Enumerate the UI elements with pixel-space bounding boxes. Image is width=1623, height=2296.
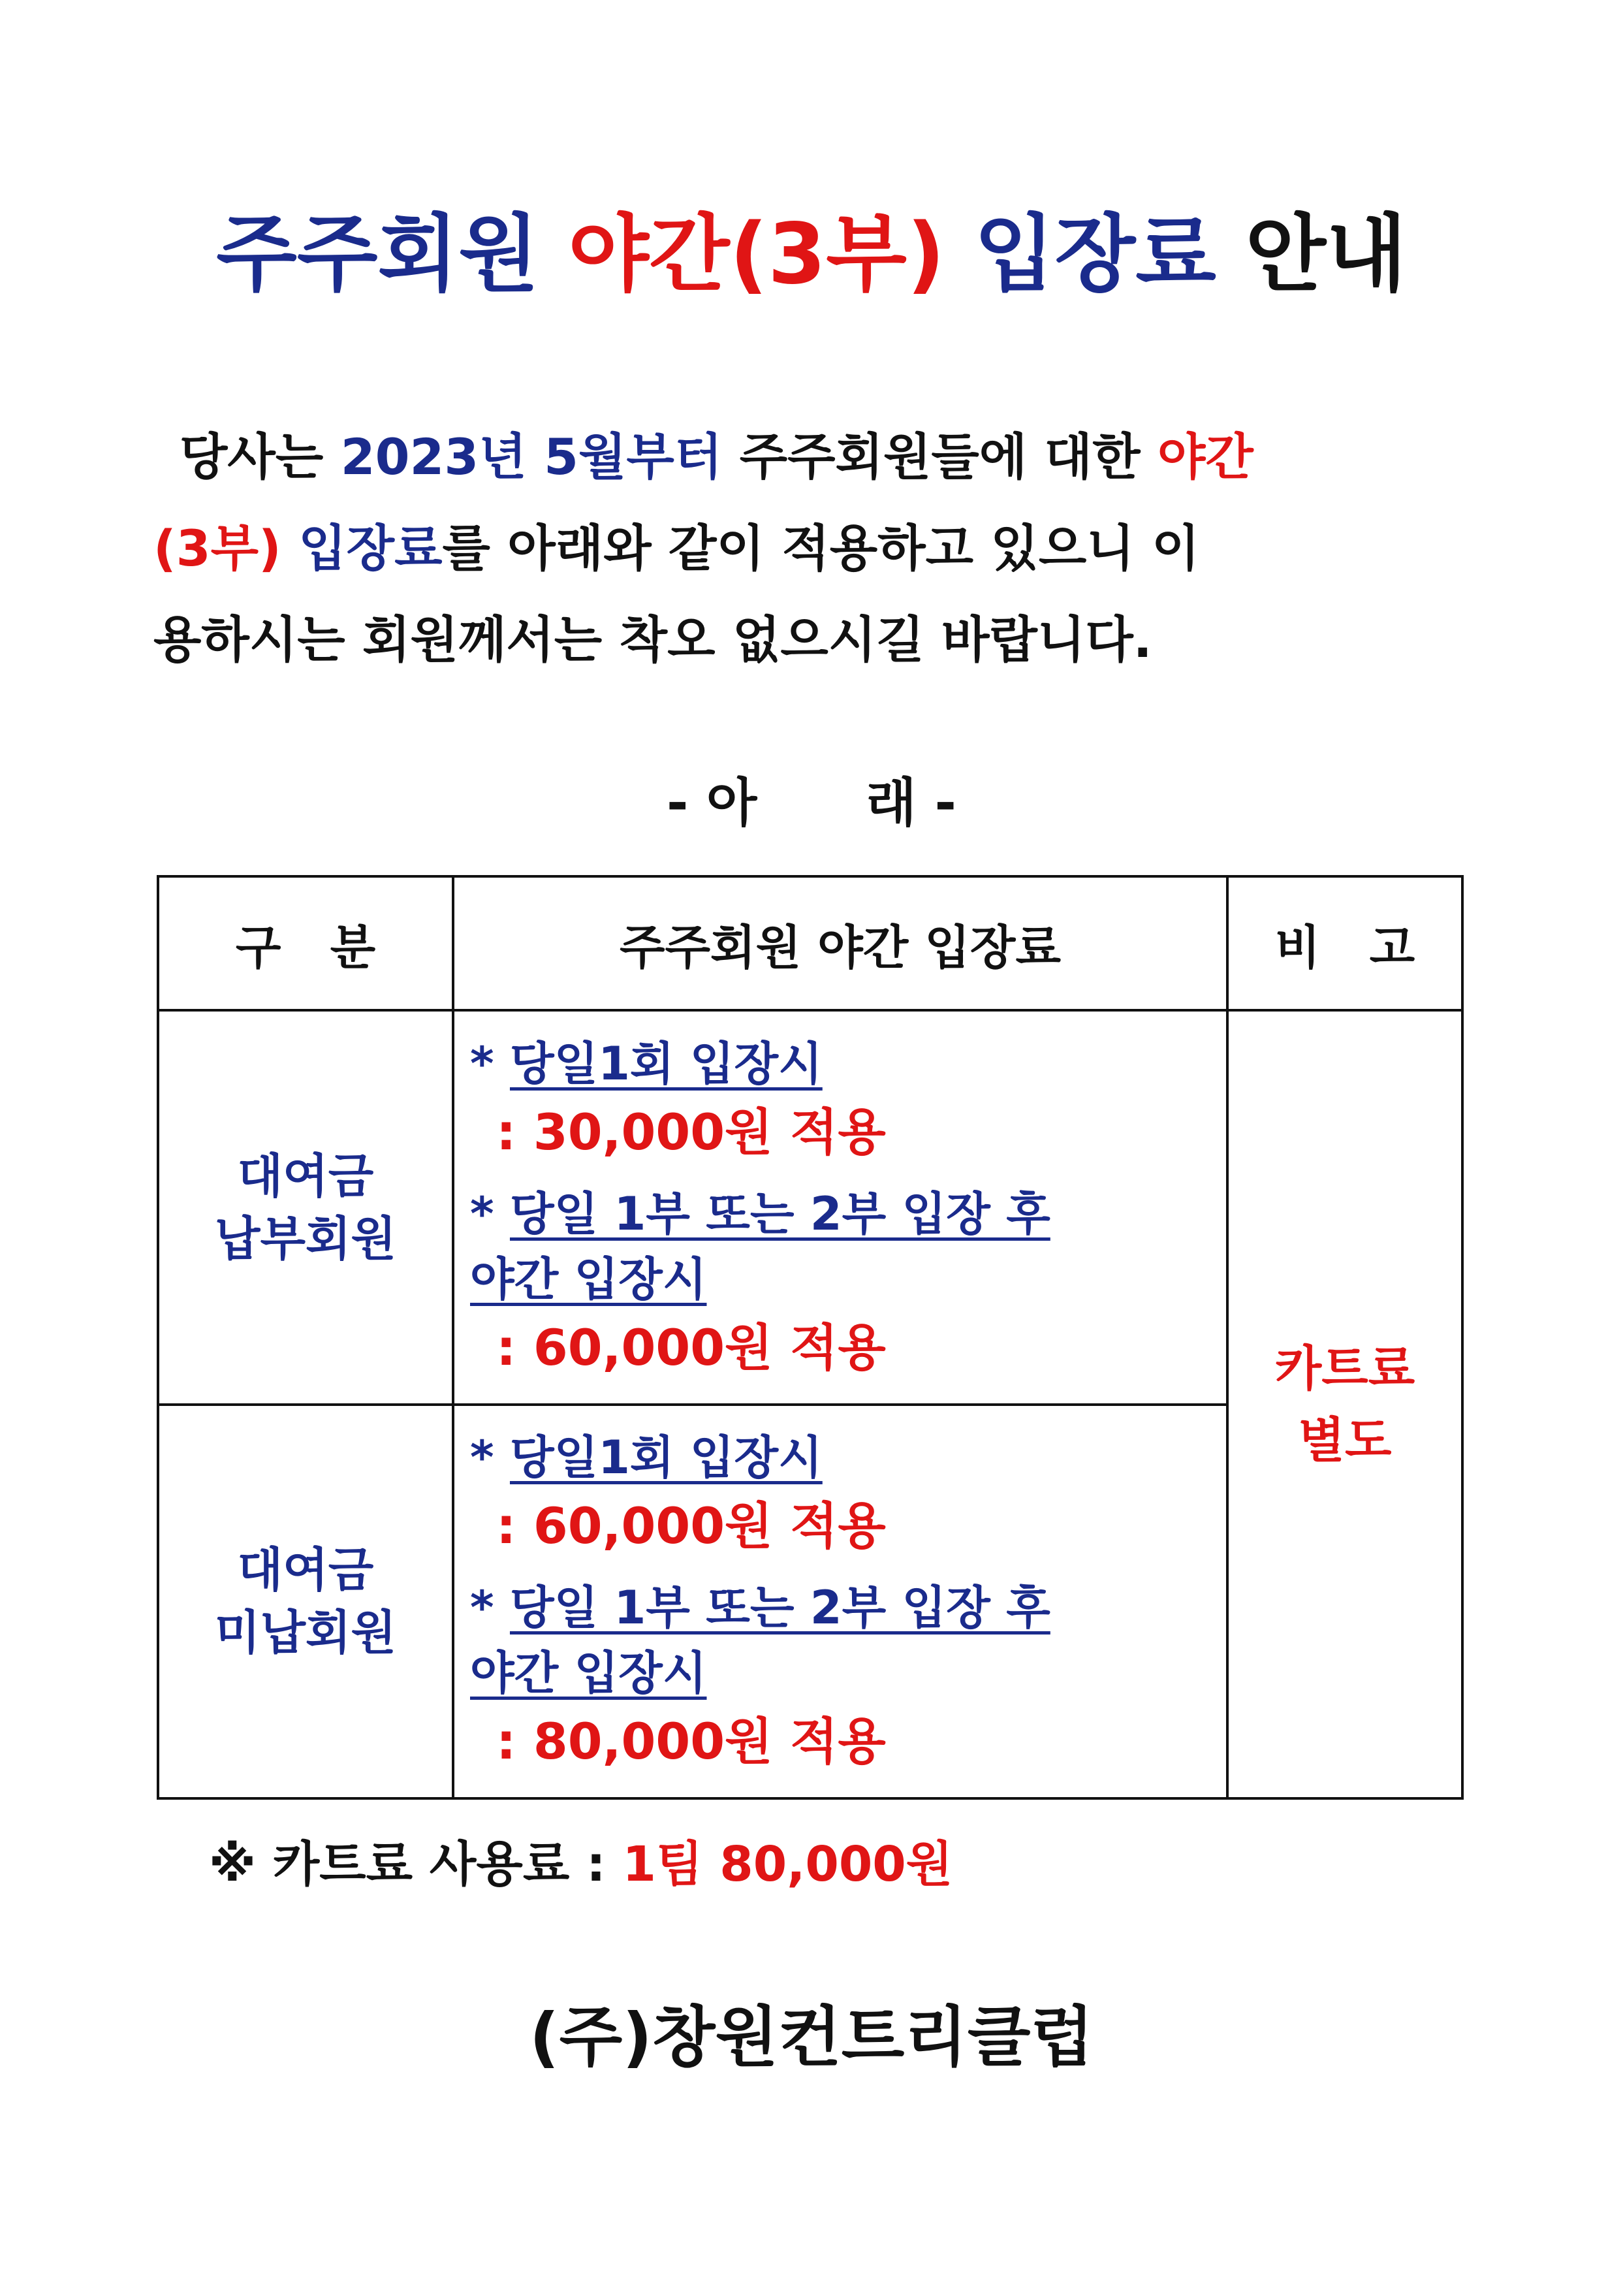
intro-line-3: 용하시는 회원께서는 착오 없으시길 바랍니다. [153,611,1152,669]
fee-cell [453,1405,1227,1798]
footnote-value: 1팀 80,000원 [622,1836,953,1892]
condition-text: 당일1회 입장시 [509,1431,823,1485]
table-header-row [158,876,1462,1010]
condition-text: 당일 1부 또는 2부 입장 후 [509,1187,1050,1241]
intro-paragraph [153,411,1492,686]
title-part-night: 야간(3부) [568,206,945,303]
price-text: : 60,000원 적용 [496,1318,886,1377]
company-name: (주)창원컨트리클럽 [529,1999,1094,2075]
fee-item: * 당일 1부 또는 2부 입장 후 야간 입장시 : 60,000원 적용 [470,1181,1226,1384]
table-row [158,1010,1462,1404]
category-cell: 대여금 납부회원 [158,1010,453,1404]
cart-fee-footnote [209,1828,953,1900]
title-part-guide: 안내 [1245,206,1407,303]
intro-line-1: 당사는 2023년 5월부터 주주회원들에 대한 야간 [180,428,1253,486]
intro-line-2: (3부) 입장료를 아래와 같이 적용하고 있으니 이 [153,519,1200,577]
price-text: : 60,000원 적용 [496,1497,886,1555]
header-note: 비 고 [1227,876,1462,1010]
fee-item: * 당일1회 입장시 : 60,000원 적용 [470,1425,1226,1562]
condition-text: 당일1회 입장시 [509,1036,823,1091]
header-fee: 주주회원 야간 입장료 [453,876,1227,1010]
title-part-fee: 입장료 [973,206,1216,303]
footnote-label: ※ 카트료 사용료 : [209,1836,606,1892]
category-cell: 대여금 미납회원 [158,1405,453,1798]
price-text: : 30,000원 적용 [496,1102,886,1161]
page-title [0,196,1623,313]
condition-text: 야간 입장시 [470,1646,707,1700]
title-part-members: 주주회원 [216,206,539,303]
price-text: : 80,000원 적용 [496,1712,886,1771]
header-category: 구 분 [158,876,453,1010]
condition-text: 당일 1부 또는 2부 입장 후 [509,1581,1050,1635]
fee-item: * 당일1회 입장시 : 30,000원 적용 [470,1031,1226,1168]
note-cell: 카트료 별도 [1227,1010,1462,1798]
section-subtitle: - 아 래 - [667,773,956,833]
fee-cell [453,1010,1227,1404]
condition-text: 야간 입장시 [470,1252,707,1306]
fee-item: * 당일 1부 또는 2부 입장 후 야간 입장시 : 80,000원 적용 [470,1575,1226,1778]
fee-table [157,875,1464,1800]
